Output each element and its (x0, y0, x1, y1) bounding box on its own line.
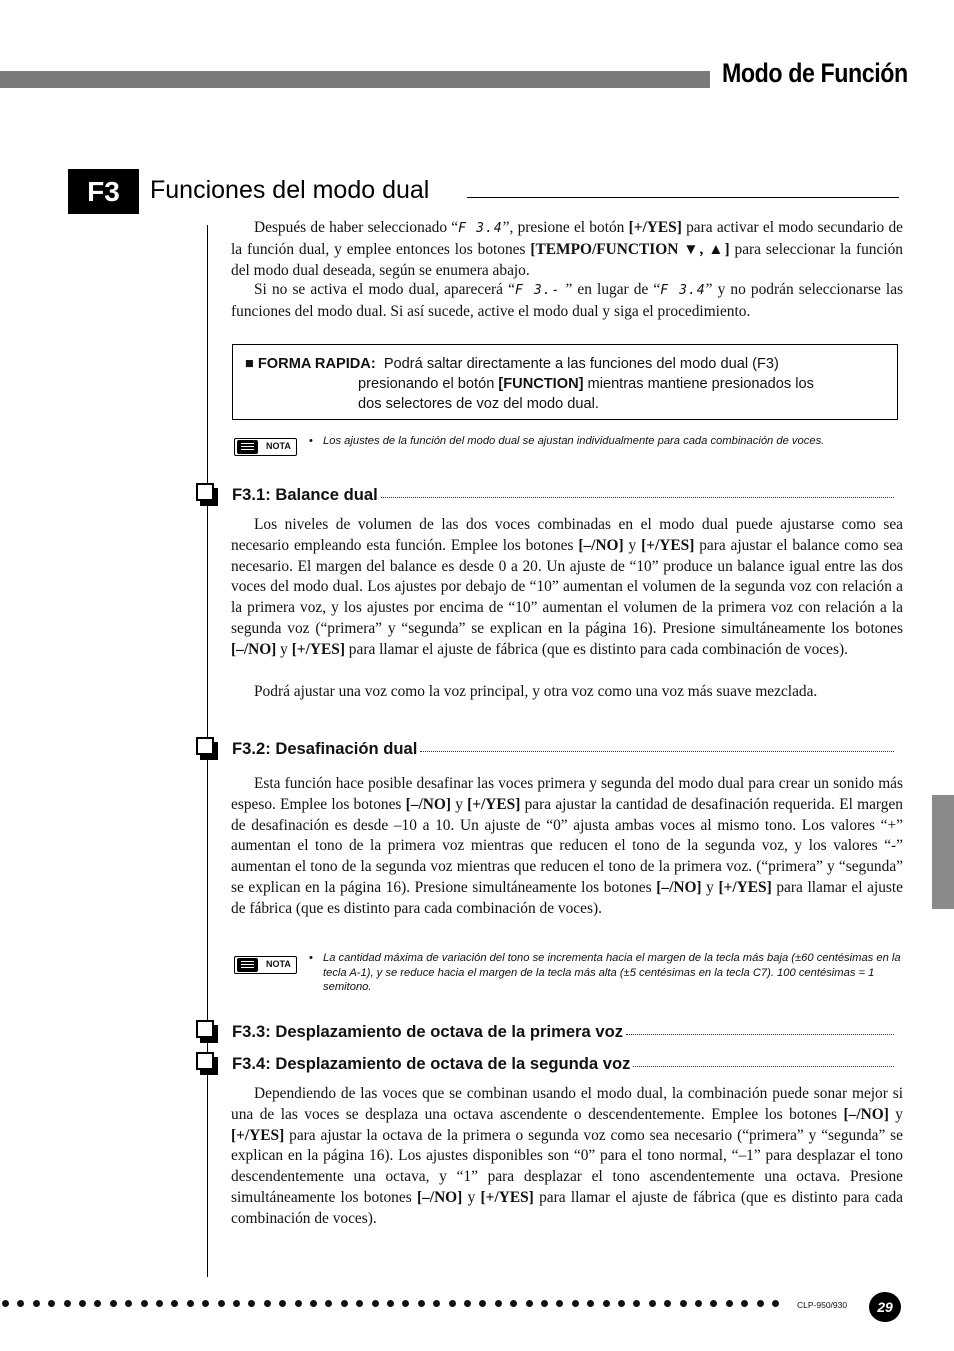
subsection-heading-f32 (232, 739, 894, 759)
footer-dot (110, 1300, 117, 1307)
footer-dot (418, 1300, 425, 1307)
footer-dot (387, 1300, 394, 1307)
note-1 (309, 434, 903, 449)
body-text: y (462, 1188, 481, 1206)
footer-dot (680, 1300, 687, 1307)
footer-dot-row (2, 1300, 792, 1310)
subsection-heading-f31 (232, 485, 894, 505)
footer-dot (741, 1300, 748, 1307)
quick-tip-text: Podrá saltar directamente a las funciones del modo dual (F3) (375, 356, 779, 372)
footer-dot (479, 1300, 486, 1307)
footer-dot (202, 1300, 209, 1307)
footer-dot (295, 1300, 302, 1307)
footer-dot (356, 1300, 363, 1307)
footer-dot (79, 1300, 86, 1307)
footer-dot (264, 1300, 271, 1307)
page-number: 29 (869, 1292, 901, 1322)
bullet: • (309, 952, 313, 964)
nota-icon (234, 438, 297, 456)
footer-dot (710, 1300, 717, 1307)
footer-dot (572, 1300, 579, 1307)
footer-dot (726, 1300, 733, 1307)
section-badge: F3 (68, 169, 139, 214)
footer-dot (125, 1300, 132, 1307)
intro-text: ” y no podrán seleccionarse las funciones del modo dual. Si así sucede, active el modo dual y siga el procedimiento. (231, 281, 904, 320)
yes-button-label: [+/YES] (628, 219, 682, 236)
lcd-display-f34: F 3.4 (458, 221, 503, 236)
quick-tip-line-1 (245, 354, 779, 374)
quick-tip-text: presionando el botón (358, 376, 499, 392)
body-text: y (888, 1105, 904, 1123)
footer-dot (156, 1300, 163, 1307)
lcd-display-f3-dash: F 3.- (514, 283, 561, 298)
footer-dot (341, 1300, 348, 1307)
footer-dot (449, 1300, 456, 1307)
body-text: para llamar el ajuste de fábrica (que es distinto para cada combinación de voces). (344, 640, 848, 658)
tempo-function-label: [TEMPO/FUNCTION ▼, ▲] (530, 240, 730, 258)
footer-dot (556, 1300, 563, 1307)
f34-paragraph (231, 1084, 903, 1230)
footer-dot (695, 1300, 702, 1307)
footer-dot (325, 1300, 332, 1307)
footer-dot (587, 1300, 594, 1307)
footer-dot (248, 1300, 255, 1307)
footer-dot (310, 1300, 317, 1307)
body-text: y (623, 536, 642, 554)
header-bar (0, 71, 710, 88)
section-title-rule (467, 197, 899, 198)
footer-dot (402, 1300, 409, 1307)
lcd-display-f34: F 3.4 (660, 283, 706, 298)
checkbox-icon (196, 737, 218, 759)
no-button-label: [–/NO] (405, 795, 451, 813)
intro-text: para seleccionar la función del modo dual deseada, según se enumera abajo. (231, 240, 903, 279)
subsection-heading-f34 (232, 1054, 894, 1074)
body-text: Podrá ajustar una voz como la voz principal, y otra voz como una voz más suave mezclada. (254, 683, 818, 700)
yes-button-label: [+/YES] (641, 536, 695, 554)
footer-dot (664, 1300, 671, 1307)
intro-text: ” en lugar de “ (560, 281, 661, 298)
page-title: Modo de Función (722, 58, 908, 88)
quick-tip-line-3: dos selectores de voz del modo dual. (358, 396, 599, 412)
keyboard-icon (237, 440, 258, 454)
nota-icon (234, 956, 297, 974)
body-text: para ajustar el balance como sea necesario. El margen del balance es desde 0 a 20. Un ajuste de “10” produce un balance igual entre las dos voces del modo dual. Los ajustes por debajo de “10” aumentan el volumen de la segunda voz con relación a la primera voz, y los ajustes por encima de “10” aumentan el volumen de la primera voz con relación a la segunda voz (“primera” y “segunda” se explican en la página 16). Presione simultáneamente los botones (231, 536, 903, 637)
subsection-heading-text: F3.3: Desplazamiento de octava de la primera voz (232, 1022, 624, 1041)
body-text: para llamar el ajuste de fábrica (que es distinto para cada combinación de voces). (231, 1188, 903, 1227)
no-button-label: [–/NO] (843, 1105, 889, 1123)
footer-dot (94, 1300, 101, 1307)
footer-dot (649, 1300, 656, 1307)
checkbox-icon (196, 1052, 218, 1074)
yes-button-label: [+/YES] (231, 1126, 285, 1144)
footer-dot (64, 1300, 71, 1307)
nota-label: NOTA (266, 441, 291, 451)
function-button-label: [FUNCTION] (498, 376, 584, 392)
body-text: para ajustar la octava de la primera o segunda voz como sea necesario (“primera” y “segunda” se explican en la página 16). Los ajustes disponibles son “0” para el tono normal, “–1” para desplazar el tono descendentemente una octava, y “1” para desplazar el tono ascendentemente una octava. Presione simultáneamente los botones (231, 1126, 903, 1206)
no-button-label: [–/NO] (231, 640, 277, 658)
footer-dot (633, 1300, 640, 1307)
footer-dot (187, 1300, 194, 1307)
body-text: Los niveles de volumen de las dos voces combinadas en el modo dual puede ajustarse como sea necesario empleando esta función. Emplee los botones (231, 516, 903, 554)
subsection-heading-text: F3.2: Desafinación dual (232, 739, 418, 758)
footer-dot (603, 1300, 610, 1307)
footer-dot (464, 1300, 471, 1307)
body-text: y (276, 640, 292, 658)
chapter-thumb-tab (932, 795, 954, 909)
intro-text: ”, presione el botón (502, 219, 629, 236)
yes-button-label: [+/YES] (291, 640, 345, 658)
footer-dot (757, 1300, 764, 1307)
footer-dot (541, 1300, 548, 1307)
footer-dot (526, 1300, 533, 1307)
footer-dot (17, 1300, 24, 1307)
footer-dot (772, 1300, 779, 1307)
intro-text: Si no se activa el modo dual, aparecerá “ (254, 281, 515, 298)
checkbox-icon (196, 483, 218, 505)
model-label: CLP-950/930 (797, 1300, 848, 1310)
footer-dot (141, 1300, 148, 1307)
body-text: y (450, 795, 468, 813)
footer-dot (2, 1300, 9, 1307)
quick-tip-label: FORMA RAPIDA: (257, 356, 376, 372)
note-text: La cantidad máxima de variación del tono se incrementa hacia el margen de la tecla más baja (±60 centésimas en la tecla A-1), y se reduce hacia el margen de la tecla más alta (±5 centésimas en la tecla C7). 100 centésimas = 1 semitono. (323, 952, 901, 994)
footer-dot (510, 1300, 517, 1307)
body-text: para llamar el ajuste de fábrica (que es distinto para cada combinación de voces). (231, 878, 904, 917)
yes-button-label: [+/YES] (480, 1188, 534, 1206)
nota-label: NOTA (266, 959, 291, 969)
no-button-label: [–/NO] (578, 536, 624, 554)
footer-dot (233, 1300, 240, 1307)
intro-text: Después de haber seleccionado “ (254, 219, 459, 236)
footer-dot (433, 1300, 440, 1307)
footer-dot (279, 1300, 286, 1307)
note-text: Los ajustes de la función del modo dual se ajustan individualmente para cada combinación de voces. (323, 435, 825, 447)
footer-dot (171, 1300, 178, 1307)
yes-button-label: [+/YES] (467, 795, 521, 813)
quick-tip-text: mientras mantiene presionados los (583, 376, 814, 392)
intro-text: para activar el modo secundario de la función dual, y emplee entonces los botones (231, 219, 903, 258)
bullet: • (309, 435, 313, 447)
body-text: Esta función hace posible desafinar las voces primera y segunda del modo dual para crear un sonido más espeso. Emplee los botones (231, 775, 903, 813)
note-2 (309, 951, 903, 995)
footer-dot (495, 1300, 502, 1307)
quick-tip-line-2 (358, 374, 814, 394)
subsection-heading-text: F3.4: Desplazamiento de octava de la segunda voz (232, 1054, 631, 1073)
body-text: Dependiendo de las voces que se combinan usando el modo dual, la combinación puede sonar mejor si una de las voces se desplaza una octava ascendente o descendentemente. Emplee los botones (231, 1085, 903, 1123)
footer-dot (218, 1300, 225, 1307)
no-button-label: [–/NO] (656, 878, 702, 896)
body-text: para ajustar la cantidad de desafinación requerida. El margen de desafinación es desde –10 a 10. Un ajuste de “0” ajusta ambas voces al mismo tono. Los valores “+” aumentan el tono de la primera voz mientras que reducen el tono de la segunda voz, y los valores “-” aumentan el tono de la segunda voz mientras que reducen el tono de la primera voz. (“primera” y “segunda” se explican en la página 16). Presione simultáneamente los botones (231, 795, 903, 896)
no-button-label: [–/NO] (416, 1188, 463, 1206)
subsection-heading-text: F3.1: Balance dual (232, 485, 378, 504)
keyboard-icon (237, 958, 258, 972)
checkbox-icon (196, 1020, 218, 1042)
section-title: Funciones del modo dual (150, 176, 430, 204)
footer-dot (618, 1300, 625, 1307)
footer-dot (372, 1300, 379, 1307)
f31-paragraph-1 (231, 515, 903, 661)
f31-paragraph-2 (231, 682, 903, 703)
square-bullet-icon: ■ (245, 356, 254, 372)
footer-dot (33, 1300, 40, 1307)
intro-paragraph-2 (231, 280, 903, 323)
body-text: y (701, 878, 719, 896)
subsection-heading-f33 (232, 1022, 894, 1042)
f32-paragraph (231, 774, 903, 920)
yes-button-label: [+/YES] (718, 878, 772, 896)
footer-dot (48, 1300, 55, 1307)
quick-tip-box (232, 344, 898, 420)
intro-paragraph-1 (231, 218, 903, 281)
